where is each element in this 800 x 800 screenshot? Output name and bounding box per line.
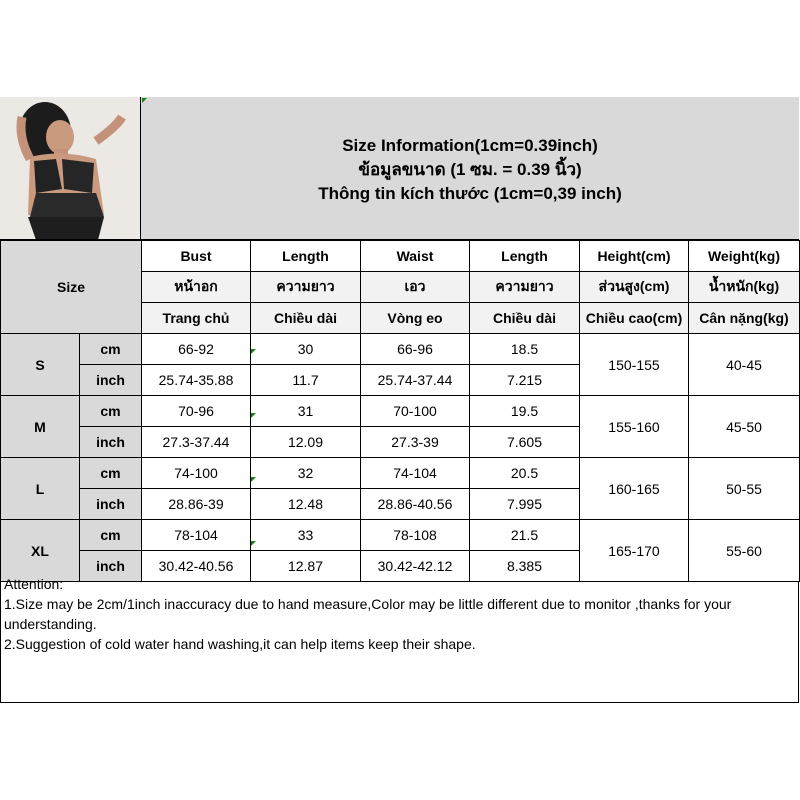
length2-value: 21.5	[470, 520, 580, 551]
waist-value: 27.3-39	[361, 427, 470, 458]
size-label-m: M	[1, 396, 80, 458]
header-title-th: ข้อมูลขนาด (1 ซม. = 0.39 นิ้ว)	[358, 160, 582, 179]
unit-label: cm	[80, 334, 142, 365]
waist-value: 74-104	[361, 458, 470, 489]
bust-value: 30.42-40.56	[142, 551, 251, 582]
bust-value: 27.3-37.44	[142, 427, 251, 458]
col-header-bust-th: หน้าอก	[142, 272, 251, 303]
cell-marker-icon	[251, 477, 256, 482]
waist-value: 66-96	[361, 334, 470, 365]
col-header-weight-th: น้ำหนัก(kg)	[689, 272, 800, 303]
col-header-waist-th: เอว	[361, 272, 470, 303]
waist-value: 28.86-40.56	[361, 489, 470, 520]
weight-value: 45-50	[689, 396, 800, 458]
length-value: 32	[251, 458, 361, 489]
col-header-bust-vi: Trang chủ	[142, 303, 251, 334]
length2-value: 7.215	[470, 365, 580, 396]
size-label-s: S	[1, 334, 80, 396]
header-banner	[141, 97, 799, 240]
length-value: 31	[251, 396, 361, 427]
notes-title: Attention:	[4, 576, 64, 592]
unit-label: inch	[80, 365, 142, 396]
col-header-bust-en: Bust	[142, 241, 251, 272]
table-row	[1, 458, 800, 489]
length2-value: 20.5	[470, 458, 580, 489]
cell-marker-icon	[142, 98, 147, 103]
bust-value: 28.86-39	[142, 489, 251, 520]
bust-value: 70-96	[142, 396, 251, 427]
length2-value: 7.995	[470, 489, 580, 520]
size-label-l: L	[1, 458, 80, 520]
length-value: 33	[251, 520, 361, 551]
col-header-waist-en: Waist	[361, 241, 470, 272]
bust-value: 25.74-35.88	[142, 365, 251, 396]
length-value: 30	[251, 334, 361, 365]
table-row	[1, 396, 800, 427]
col-header-height-th: ส่วนสูง(cm)	[580, 272, 689, 303]
height-value: 150-155	[580, 334, 689, 396]
col-header-length-vi: Chiều dài	[251, 303, 361, 334]
col-header-weight-en: Weight(kg)	[689, 241, 800, 272]
col-header-length2-th: ความยาว	[470, 272, 580, 303]
col-header-length-th: ความยาว	[251, 272, 361, 303]
length-value: 12.09	[251, 427, 361, 458]
attention-notes	[4, 574, 794, 654]
length2-value: 8.385	[470, 551, 580, 582]
length2-value: 18.5	[470, 334, 580, 365]
length2-value: 7.605	[470, 427, 580, 458]
waist-value: 78-108	[361, 520, 470, 551]
unit-label: cm	[80, 396, 142, 427]
waist-value: 25.74-37.44	[361, 365, 470, 396]
notes-line-1-cont: understanding.	[4, 616, 97, 632]
cell-marker-icon	[251, 541, 256, 546]
size-table	[0, 240, 800, 582]
weight-value: 40-45	[689, 334, 800, 396]
waist-value: 30.42-42.12	[361, 551, 470, 582]
unit-label: inch	[80, 427, 142, 458]
model-lingerie-image	[0, 97, 141, 240]
length-value: 12.87	[251, 551, 361, 582]
unit-label: inch	[80, 551, 142, 582]
col-header-length-en: Length	[251, 241, 361, 272]
header-title-en: Size Information(1cm=0.39inch)	[342, 136, 598, 155]
cell-marker-icon	[251, 413, 256, 418]
weight-value: 50-55	[689, 458, 800, 520]
table-row	[1, 520, 800, 551]
col-header-waist-vi: Vòng eo	[361, 303, 470, 334]
bust-value: 78-104	[142, 520, 251, 551]
length-value: 12.48	[251, 489, 361, 520]
col-header-height-vi: Chiều cao(cm)	[580, 303, 689, 334]
height-value: 165-170	[580, 520, 689, 582]
unit-label: cm	[80, 458, 142, 489]
unit-label: cm	[80, 520, 142, 551]
col-header-height-en: Height(cm)	[580, 241, 689, 272]
weight-value: 55-60	[689, 520, 800, 582]
notes-line-2: 2.Suggestion of cold water hand washing,it can help items keep their shape.	[4, 636, 476, 652]
size-column-title: Size	[1, 241, 142, 334]
waist-value: 70-100	[361, 396, 470, 427]
col-header-length2-en: Length	[470, 241, 580, 272]
unit-label: inch	[80, 489, 142, 520]
bust-value: 74-100	[142, 458, 251, 489]
length2-value: 19.5	[470, 396, 580, 427]
bust-value: 66-92	[142, 334, 251, 365]
col-header-weight-vi: Cân nặng(kg)	[689, 303, 800, 334]
product-photo	[0, 97, 141, 240]
col-header-length2-vi: Chiều dài	[470, 303, 580, 334]
cell-marker-icon	[251, 349, 256, 354]
height-value: 155-160	[580, 396, 689, 458]
size-label-xl: XL	[1, 520, 80, 582]
table-row	[1, 334, 800, 365]
height-value: 160-165	[580, 458, 689, 520]
notes-line-1: 1.Size may be 2cm/1inch inaccuracy due to hand measure,Color may be little different due to monitor ,thanks for your	[4, 596, 732, 612]
header-title-vi: Thông tin kích thước (1cm=0,39 inch)	[318, 184, 622, 203]
length-value: 11.7	[251, 365, 361, 396]
